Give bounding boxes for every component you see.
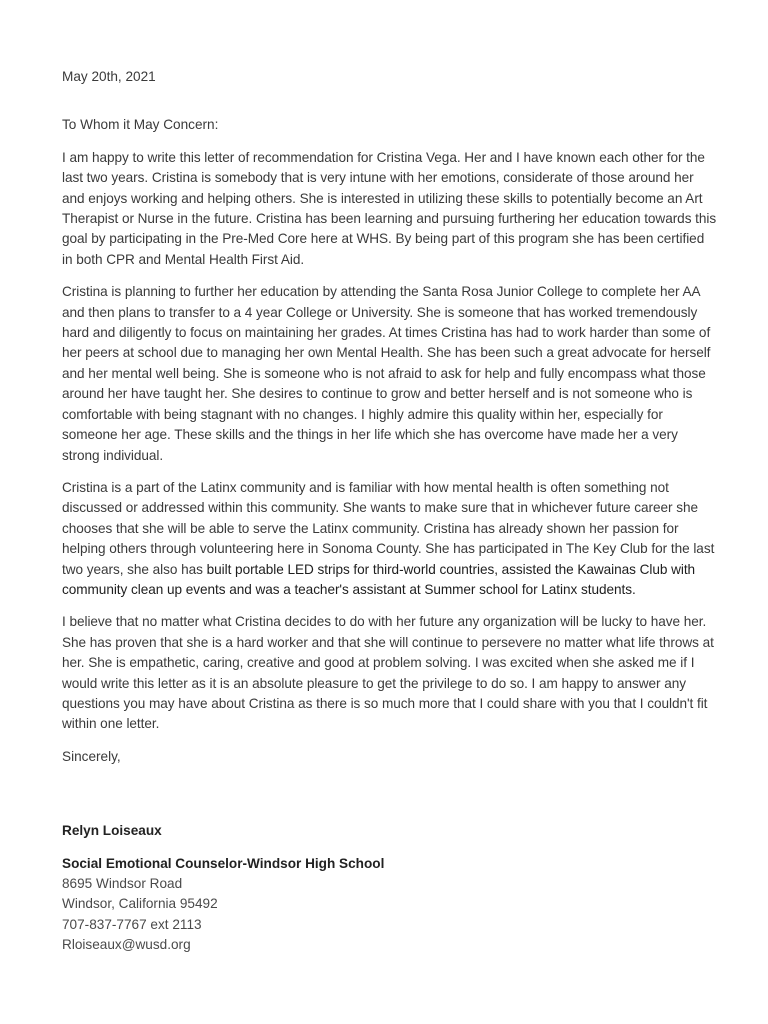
paragraph-3 (62, 478, 717, 600)
paragraph-3-highlight-text: built portable LED strips for third-world countries, assisted the Kawainas Club with community clean up events and was a teacher's assistant at Summer school for Latinx students. (62, 561, 696, 597)
signer-title: Social Emotional Counselor-Windsor High School (62, 855, 385, 871)
address-line-1: 8695 Windsor Road (62, 876, 183, 891)
signer-name: Relyn Loiseaux (62, 823, 162, 839)
paragraph-4: I believe that no matter what Cristina decides to do with her future any organization will be lucky to have her. She has proven that she is a hard worker and that she will continue to persevere no matter what life throws at her. She is empathetic, caring, creative and good at problem solving. I was excited when she asked me if I would write this letter as it is an absolute pleasure to get the privilege to do so. I am happy to answer any questions you may have about Cristina as there is so much more that I could share with you that I couldn't fit within one letter. (62, 614, 714, 732)
paragraph-2: Cristina is planning to further her education by attending the Santa Rosa Junior College to complete her AA and then plans to transfer to a 4 year College or University. She is someone that has worked tremendously hard and diligently to focus on maintaining her grades. At times Cristina has had to work harder than some of her peers at school due to managing her own Mental Health. She has been such a great advocate for herself and her mental well being. She is someone who is not afraid to ask for help and fully encompass what those around her have taught her. She desires to continue to grow and better herself and is not someone who is comfortable with being stagnant with no changes. I highly admire this quality within her, especially for someone her age. These skills and the things in her life which she has overcome have made her a very strong individual. (62, 284, 711, 463)
phone-number: 707-837-7767 ext 2113 (62, 916, 202, 932)
letter-page (62, 67, 717, 956)
letter-date: May 20th, 2021 (62, 69, 156, 84)
paragraph-3-text: Cristina is a part of the Latinx community and is familiar with how mental health is often something not discussed or addressed within this community. She wants to make sure that in whichever future career she chooses that she will be able to serve the Latinx community. Cristina has already shown her passion for helping others through volunteering here in Sonoma County. She has participated in The Key Club for the last two years, she also has (62, 479, 715, 577)
address-line-2: Windsor, California 95492 (62, 896, 218, 912)
email-address: Rloiseaux@wusd.org (62, 937, 191, 953)
closing: Sincerely, (62, 748, 121, 764)
salutation: To Whom it May Concern: (62, 117, 219, 133)
paragraph-1: I am happy to write this letter of recommendation for Cristina Vega. Her and I have known each other for the last two years. Cristina is somebody that is very intune with her emotions, considerate of those around her and enjoys working and helping others. She is interested in utilizing these skills to potentially become an Art Therapist or Nurse in the future. Cristina has been learning and pursuing furthering her education towards this goal by participating in the Pre-Med Core here at WHS. By being part of this program she has been certified in both CPR and Mental Health First Aid. (62, 149, 717, 267)
